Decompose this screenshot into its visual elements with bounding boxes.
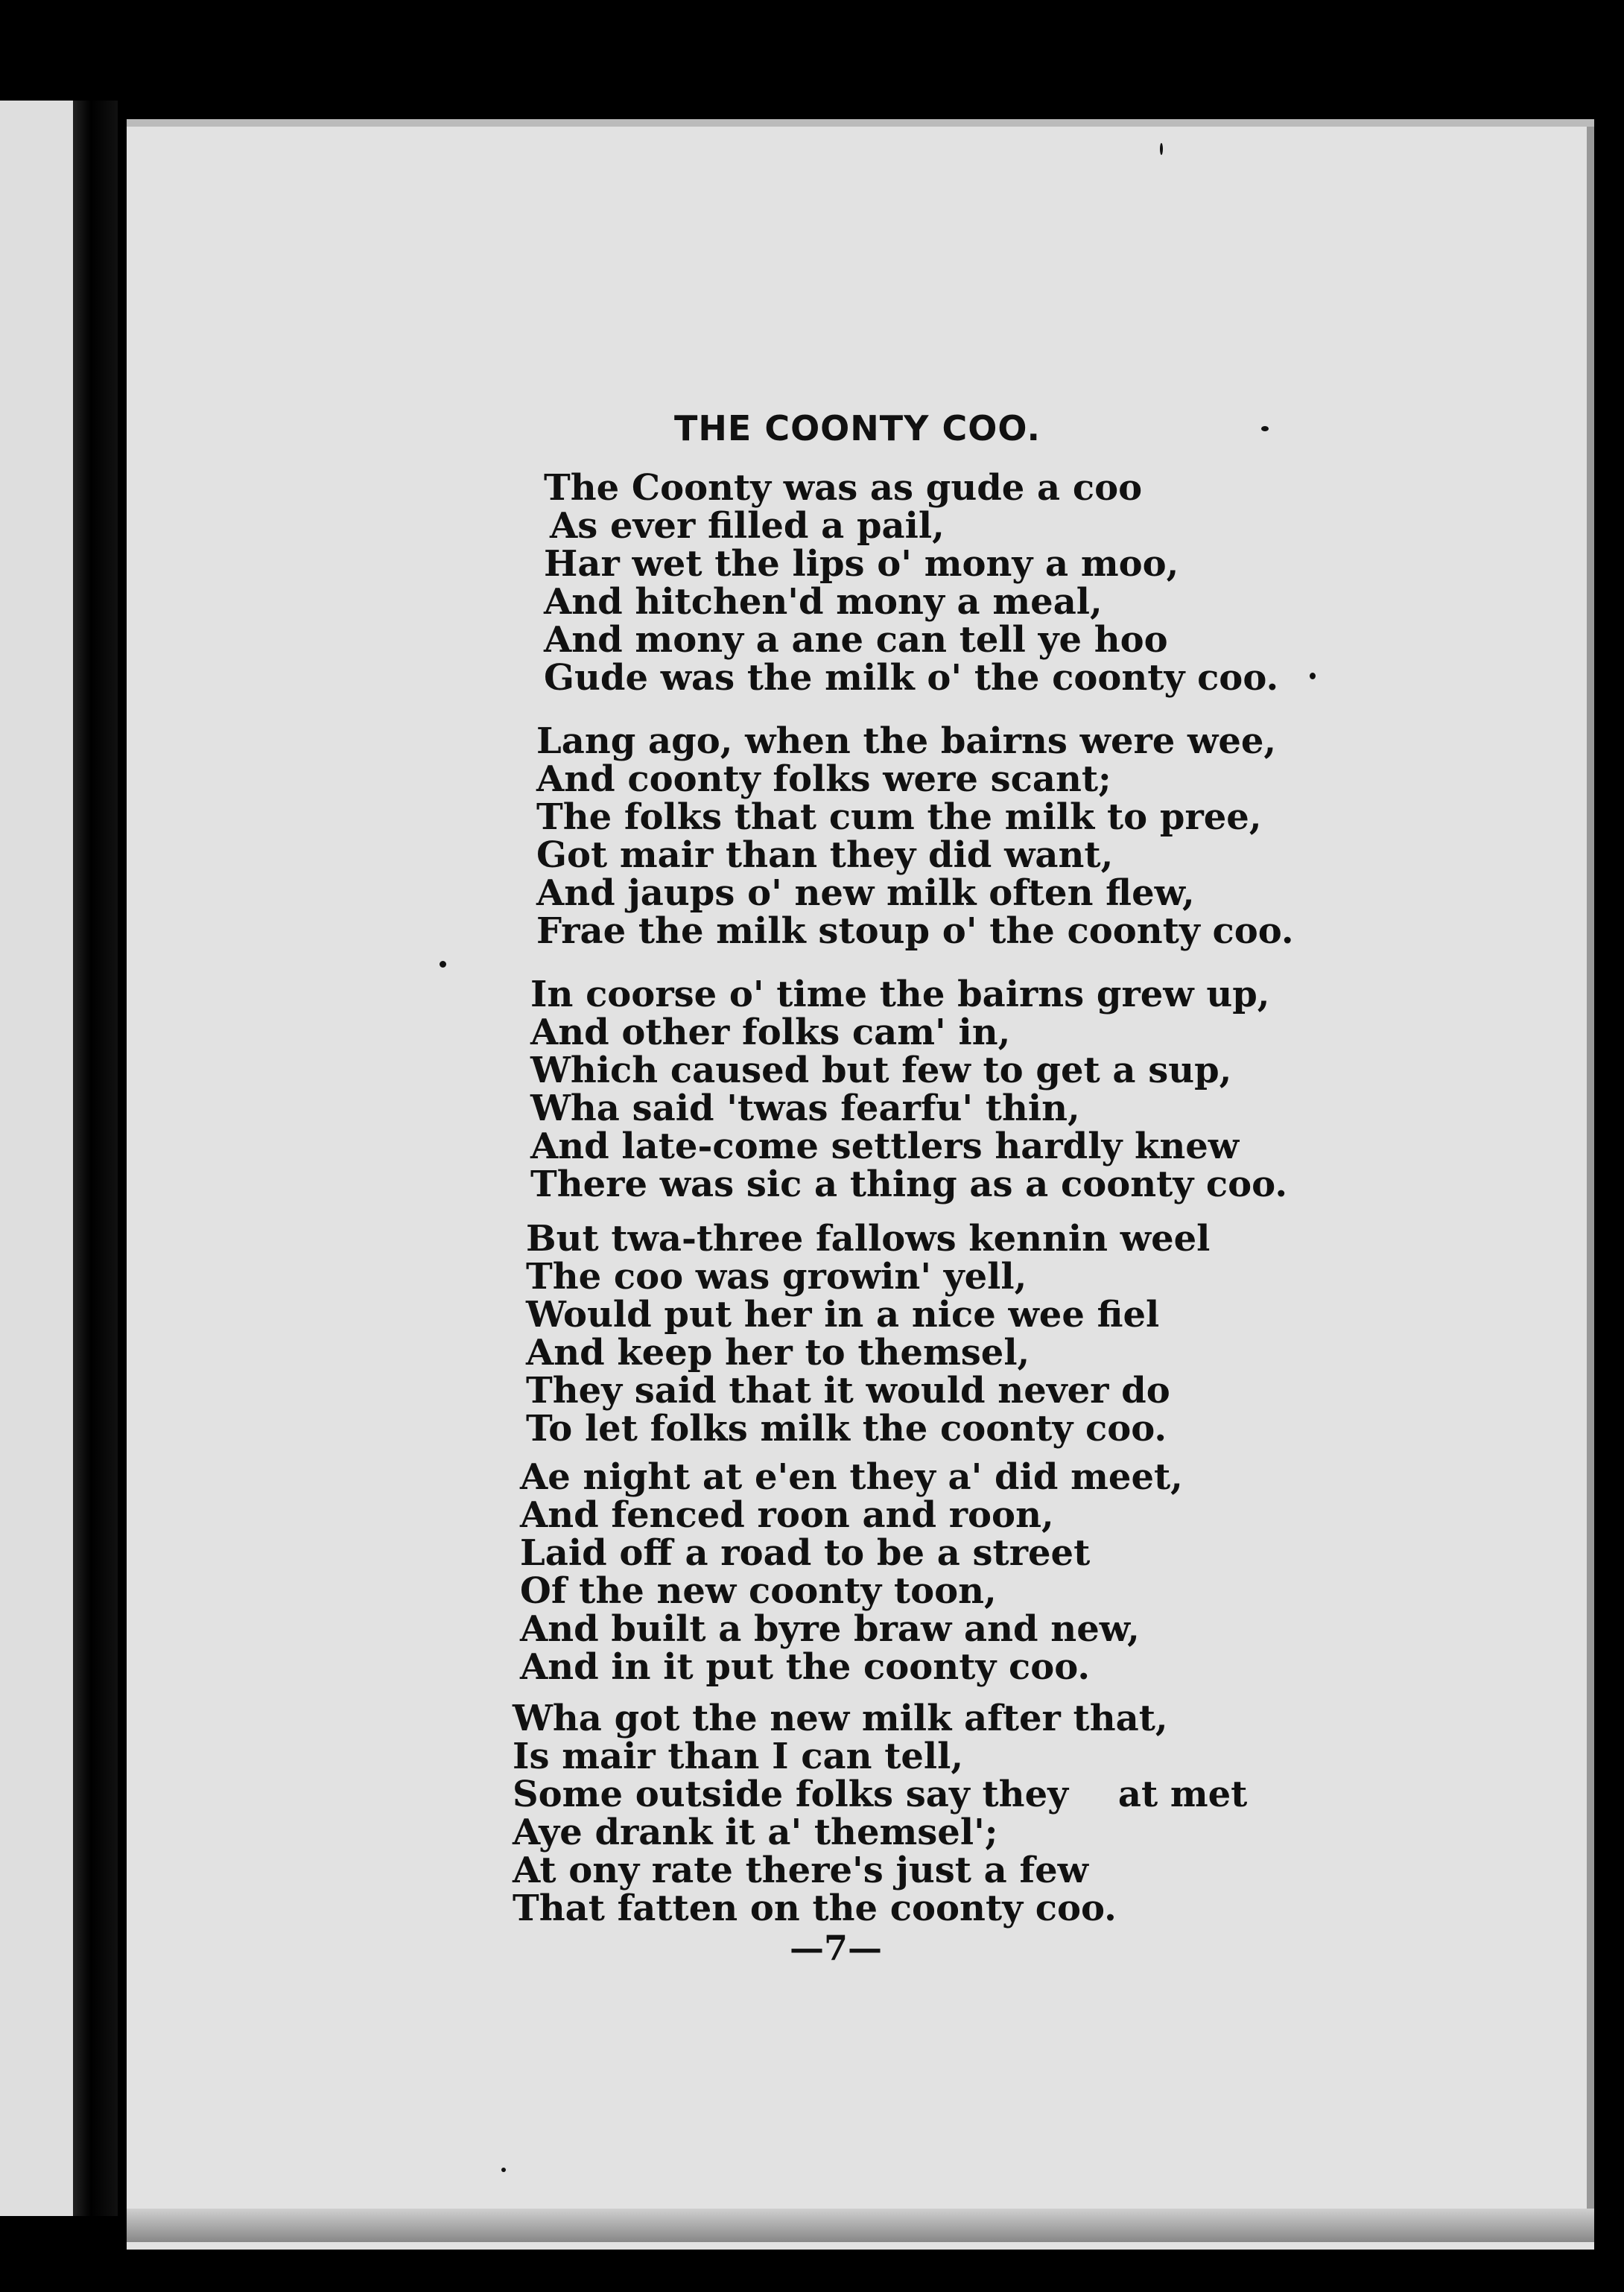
verse-line: Frae the milk stoup o' the coonty coo.	[536, 910, 1294, 952]
scan-speck	[440, 961, 446, 968]
verse-line: Is mair than I can tell,	[513, 1736, 964, 1777]
verse-line: The folks that cum the milk to pree,	[536, 796, 1262, 838]
verse-line: The coo was growin' yell,	[526, 1256, 1027, 1298]
poem-title: THE COONTY COO.	[674, 408, 1041, 448]
verse-line: Lang ago, when the bairns were wee,	[536, 720, 1277, 762]
verse-line: And other folks cam' in,	[530, 1012, 1011, 1053]
verse-line: And mony a ane can tell ye hoo	[544, 619, 1168, 661]
verse-line: Wha got the new milk after that,	[513, 1698, 1168, 1739]
verse-line: Laid off a road to be a street	[520, 1532, 1091, 1574]
stanza	[530, 974, 1288, 1205]
verse-line: And keep her to themsel,	[526, 1332, 1030, 1374]
verse-line: To let folks milk the coonty coo.	[526, 1408, 1167, 1450]
scan-speck	[1261, 426, 1269, 431]
verse-line: The Coonty was as gude a coo	[544, 467, 1143, 509]
stanza	[526, 1220, 1271, 1448]
verse-line: Would put her in a nice wee fiel	[526, 1294, 1160, 1336]
verse-line: But twa-three fallows kennin weel	[526, 1218, 1211, 1260]
page-number: —7—	[790, 1928, 883, 1968]
verse-line: As ever filled a pail,	[550, 505, 945, 547]
verse-line: At ony rate there's just a few	[513, 1850, 1088, 1891]
verse-line: That fatten on the coonty coo.	[513, 1888, 1117, 1929]
verse-line: Some outside folks say they at met	[513, 1774, 1248, 1815]
stanza	[544, 469, 1289, 697]
verse-line: And coonty folks were scant;	[536, 758, 1111, 800]
verse-line: Wha said 'twas fearfu' thin,	[530, 1088, 1080, 1129]
verse-line: Har wet the lips o' mony a moo,	[544, 543, 1179, 585]
stanza	[520, 1458, 1265, 1686]
verse-line: They said that it would never do	[526, 1370, 1170, 1412]
verse-line: And in it put the coonty coo.	[520, 1646, 1091, 1688]
verse-line: Aye drank it a' themsel';	[513, 1812, 998, 1853]
scan-speck	[1160, 143, 1163, 155]
verse-line: And fenced roon and roon,	[520, 1494, 1054, 1536]
verse-line: In coorse o' time the bairns grew up,	[530, 974, 1270, 1015]
verse-line: Of the new coonty toon,	[520, 1570, 997, 1612]
scan-speck	[501, 2168, 506, 2172]
stanza	[513, 1700, 1257, 1928]
verse-line: And hitchen'd mony a meal,	[544, 581, 1103, 623]
verse-line: Which caused but few to get a sup,	[530, 1050, 1232, 1091]
verse-line: Gude was the milk o' the coonty coo.	[544, 657, 1279, 699]
verse-line: There was sic a thing as a coonty coo.	[530, 1164, 1288, 1205]
verse-line: And jaups o' new milk often flew,	[536, 872, 1195, 914]
verse-line: And built a byre braw and new,	[520, 1608, 1140, 1650]
verse-line: Ae night at e'en they a' did meet,	[520, 1456, 1183, 1498]
stanza	[536, 720, 1294, 952]
verse-line: And late-come settlers hardly knew	[530, 1126, 1240, 1167]
verse-line: Got mair than they did want,	[536, 834, 1114, 876]
scan-speck	[1310, 673, 1316, 679]
